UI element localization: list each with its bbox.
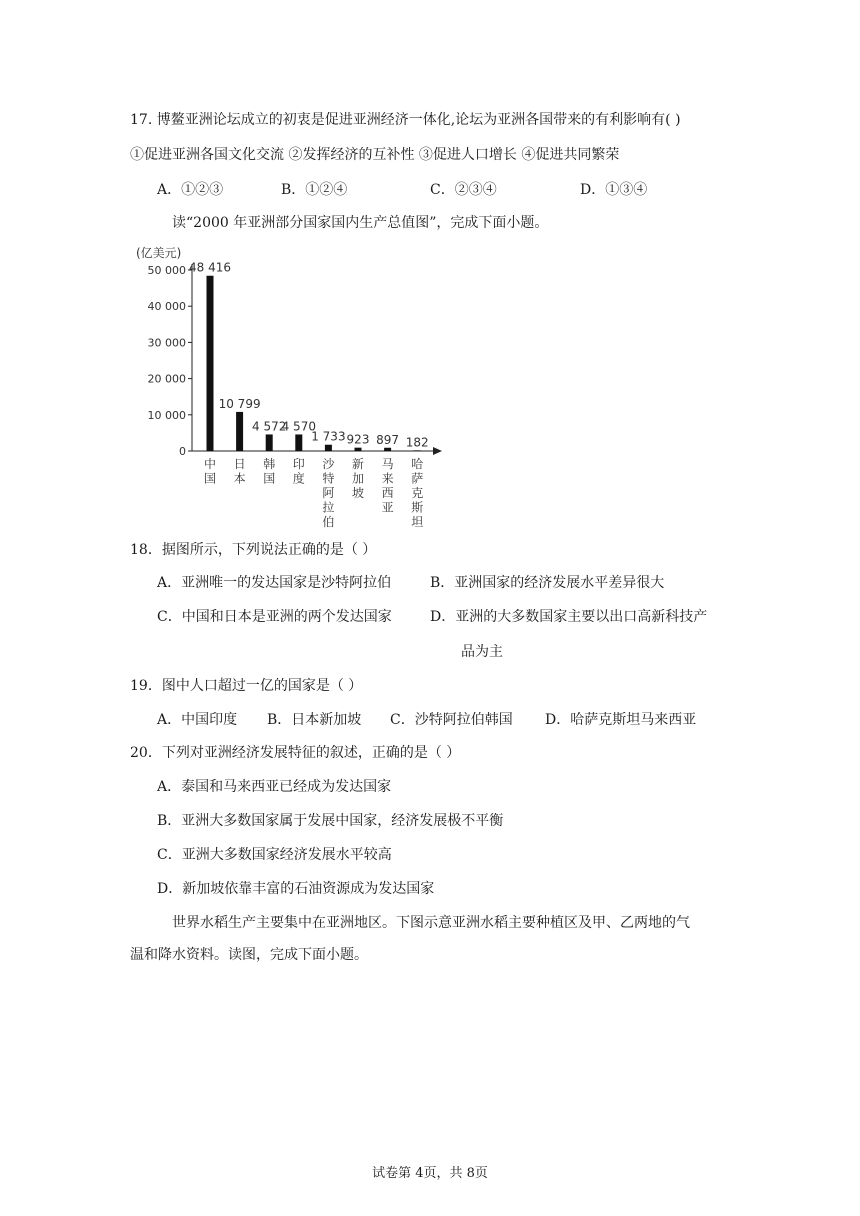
y-tick-label: 10 000 bbox=[147, 408, 186, 422]
q19-option-c: C．沙特阿拉伯韩国 bbox=[390, 712, 513, 728]
bar bbox=[207, 276, 214, 451]
bar bbox=[295, 434, 302, 451]
q19-option-a: A．中国印度 bbox=[157, 712, 238, 728]
q17-stem: 17. 博鳌亚洲论坛成立的初衷是促进亚洲经济一体化,论坛为亚洲各国带来的有利影响有( ) bbox=[130, 112, 681, 128]
page-footer: 试卷第 4页，共 8页 bbox=[372, 1166, 488, 1181]
value-labels bbox=[189, 261, 429, 450]
y-tick-label: 40 000 bbox=[147, 300, 186, 314]
category-label: 哈萨克斯坦 bbox=[411, 457, 424, 529]
rice-intro-line1: 世界水稻生产主要集中在亚洲地区。下图示意亚洲水稻主要种植区及甲、乙两地的气 bbox=[172, 915, 690, 931]
q18-option-d: D．亚洲的大多数国家主要以出口高新科技产 bbox=[430, 609, 708, 625]
q19-stem: 19．图中人口超过一亿的国家是（ ） bbox=[130, 678, 363, 694]
y-axis-ticks bbox=[148, 264, 193, 458]
q18-stem: 18．据图所示，下列说法正确的是（ ） bbox=[130, 542, 377, 558]
q20-option-a: A．泰国和马来西亚已经成为发达国家 bbox=[157, 779, 392, 795]
category-label: 印度 bbox=[292, 457, 305, 486]
bar bbox=[384, 448, 391, 451]
q20-option-b: B．亚洲大多数国家属于发展中国家，经济发展极不平衡 bbox=[157, 813, 504, 829]
value-label: 10 799 bbox=[218, 396, 261, 411]
q20-stem: 20．下列对亚洲经济发展特征的叙述，正确的是（ ） bbox=[130, 745, 461, 761]
value-label: 1 733 bbox=[311, 429, 346, 444]
x-axis-arrow bbox=[433, 447, 442, 455]
rice-intro-line2: 温和降水资料。读图，完成下面小题。 bbox=[130, 947, 368, 963]
q18-option-b: B．亚洲国家的经济发展水平差异很大 bbox=[430, 575, 665, 591]
q18-option-a: A．亚洲唯一的发达国家是沙特阿拉伯 bbox=[157, 575, 392, 591]
category-label: 新加坡 bbox=[351, 457, 365, 500]
value-label: 923 bbox=[346, 432, 370, 447]
category-label: 中国 bbox=[203, 457, 217, 486]
y-axis-label: (亿美元) bbox=[136, 246, 182, 260]
q17-option-a: A．①②③ bbox=[157, 182, 224, 198]
q18-option-c: C．中国和日本是亚洲的两个发达国家 bbox=[157, 609, 392, 625]
category-label: 马来西亚 bbox=[381, 457, 394, 515]
y-tick-label: 0 bbox=[179, 445, 186, 458]
q20-option-c: C．亚洲大多数国家经济发展水平较高 bbox=[157, 847, 392, 863]
q19-option-b: B．日本新加坡 bbox=[267, 712, 362, 728]
q17-option-b: B．①②④ bbox=[281, 182, 348, 198]
y-tick-label: 20 000 bbox=[147, 372, 186, 386]
y-tick-label: 30 000 bbox=[147, 336, 186, 350]
q18-option-d-cont: 品为主 bbox=[461, 644, 503, 660]
value-label: 897 bbox=[376, 432, 400, 447]
chart-intro: 读“2000 年亚洲部分国家国内生产总值图”，完成下面小题。 bbox=[172, 215, 549, 231]
q17-statements: ①促进亚洲各国文化交流 ②发挥经济的互补性 ③促进人口增长 ④促进共同繁荣 bbox=[130, 147, 620, 163]
bar bbox=[266, 434, 273, 451]
category-label: 日本 bbox=[233, 457, 246, 486]
q20-option-d: D．新加坡依靠丰富的石油资源成为发达国家 bbox=[157, 881, 435, 897]
category-labels bbox=[204, 456, 423, 529]
value-label: 48 416 bbox=[189, 260, 231, 275]
q17-option-c: C．②③④ bbox=[430, 182, 497, 198]
bar bbox=[236, 412, 243, 451]
bar bbox=[355, 448, 362, 451]
value-label: 4 572 bbox=[252, 419, 287, 434]
bar bbox=[414, 450, 421, 451]
q17-option-d: D．①③④ bbox=[580, 182, 648, 198]
y-tick-label: 50 000 bbox=[147, 264, 186, 277]
q19-option-d: D．哈萨克斯坦马来西亚 bbox=[545, 712, 697, 728]
category-label: 沙特阿拉伯 bbox=[322, 457, 335, 529]
value-label: 4 570 bbox=[281, 419, 316, 434]
gdp-bar-chart bbox=[130, 240, 450, 540]
category-label: 韩国 bbox=[263, 457, 276, 486]
bar bbox=[325, 445, 332, 451]
value-label: 182 bbox=[405, 435, 429, 450]
